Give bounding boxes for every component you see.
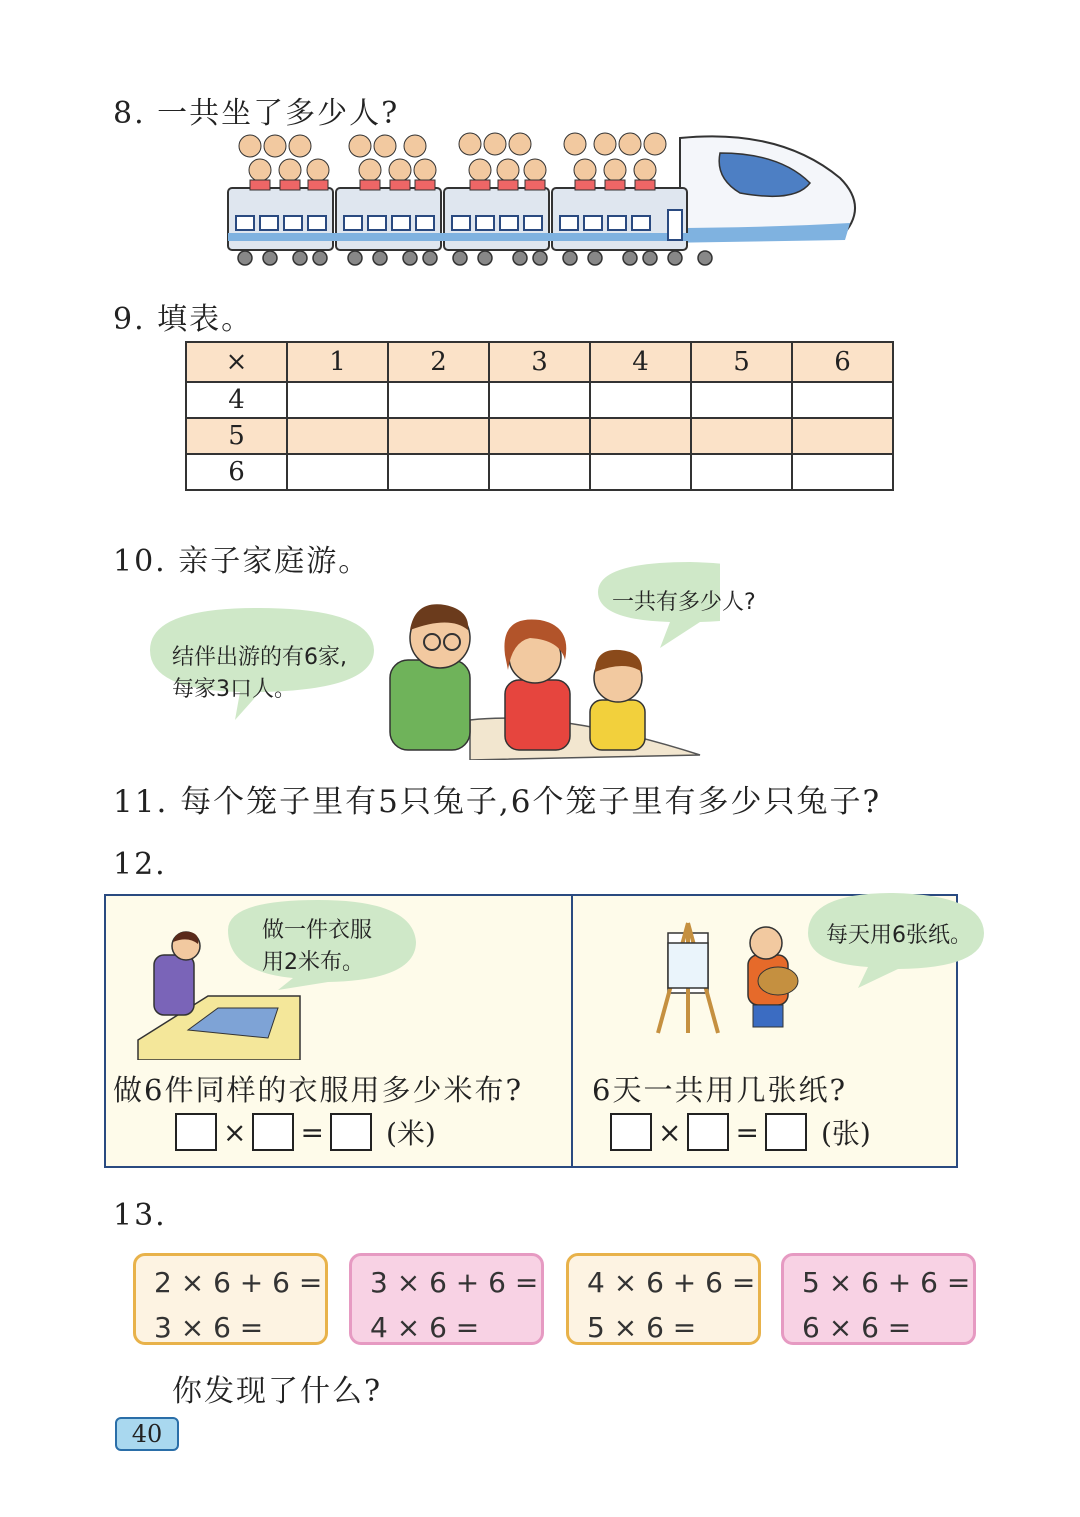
expression-card [566,1253,761,1345]
left-bubble-line2: 用2米布。 [262,950,364,975]
left-question: 做6件同样的衣服用多少米布? [113,1073,523,1107]
q11-label: 11. 每个笼子里有5只兔子,6个笼子里有多少只兔子? [113,784,882,820]
right-bubble-text: 每天用6张纸。 [826,923,972,948]
table-header-cell: 1 [287,342,388,382]
unit-label: (米) [385,1117,436,1150]
multiplication-table [185,341,894,491]
q10-label: 10. 亲子家庭游。 [113,544,371,579]
q9-label: 9. 填表。 [113,302,254,337]
answer-cell[interactable] [590,418,691,454]
answer-cell[interactable] [489,418,590,454]
table-header-cell: × [186,342,287,382]
table-row [186,418,893,454]
answer-cell[interactable] [691,382,792,418]
expression-line: 5 × 6 = [587,1311,697,1344]
answer-blank[interactable] [765,1113,807,1151]
right-equation [610,1112,871,1152]
answer-cell[interactable] [590,382,691,418]
table-row-header: 4 [186,382,287,418]
table-header-cell: 4 [590,342,691,382]
table-header-cell: 2 [388,342,489,382]
expression-line: 3 × 6 = [154,1311,264,1344]
right-question: 6天一共用几张纸? [592,1073,847,1107]
table-row [186,454,893,490]
answer-cell[interactable] [388,382,489,418]
unit-label: (张) [820,1117,871,1150]
train-illustration [220,128,860,278]
q13-label: 13. [113,1198,167,1233]
bubble-left-line2: 每家3口人。 [172,677,296,702]
table-row-header: 5 [186,418,287,454]
answer-blank[interactable] [252,1113,294,1151]
table-row-header: 6 [186,454,287,490]
q8-label: 8. 一共坐了多少人? [113,96,400,131]
table-header-cell: 5 [691,342,792,382]
answer-cell[interactable] [590,454,691,490]
answer-cell[interactable] [792,382,893,418]
answer-cell[interactable] [691,418,792,454]
table-header-row [186,342,893,382]
answer-cell[interactable] [287,454,388,490]
answer-cell[interactable] [287,418,388,454]
answer-cell[interactable] [287,382,388,418]
times-sign: × [658,1115,682,1149]
bubble-right: 一共有多少人? [612,590,756,615]
answer-cell[interactable] [388,454,489,490]
table-header-cell: 3 [489,342,590,382]
page-number: 40 [115,1417,179,1451]
answer-blank[interactable] [687,1113,729,1151]
q12-divider [571,894,573,1166]
expression-card [349,1253,544,1345]
answer-blank[interactable] [330,1113,372,1151]
expression-line: 6 × 6 = [802,1311,912,1344]
answer-cell[interactable] [489,382,590,418]
bubble-left-line1: 结伴出游的有6家, [172,645,347,670]
expression-line: 3 × 6 + 6 = [370,1266,539,1299]
expression-line: 4 × 6 = [370,1311,480,1344]
expression-card [133,1253,328,1345]
equals-sign: = [735,1115,759,1149]
equals-sign: = [300,1115,324,1149]
expression-line: 2 × 6 + 6 = [154,1266,323,1299]
expression-line: 4 × 6 + 6 = [587,1266,756,1299]
painter-illustration [648,893,988,1043]
left-equation [175,1112,436,1152]
answer-cell[interactable] [388,418,489,454]
answer-cell[interactable] [792,418,893,454]
answer-cell[interactable] [691,454,792,490]
q13-prompt: 你发现了什么? [172,1374,383,1409]
answer-cell[interactable] [792,454,893,490]
left-bubble-line1: 做一件衣服 [262,918,373,943]
answer-blank[interactable] [610,1113,652,1151]
answer-blank[interactable] [175,1113,217,1151]
times-sign: × [223,1115,247,1149]
answer-cell[interactable] [489,454,590,490]
table-header-cell: 6 [792,342,893,382]
table-row [186,382,893,418]
expression-card [781,1253,976,1345]
expression-line: 5 × 6 + 6 = [802,1266,971,1299]
q12-label: 12. [113,847,167,882]
